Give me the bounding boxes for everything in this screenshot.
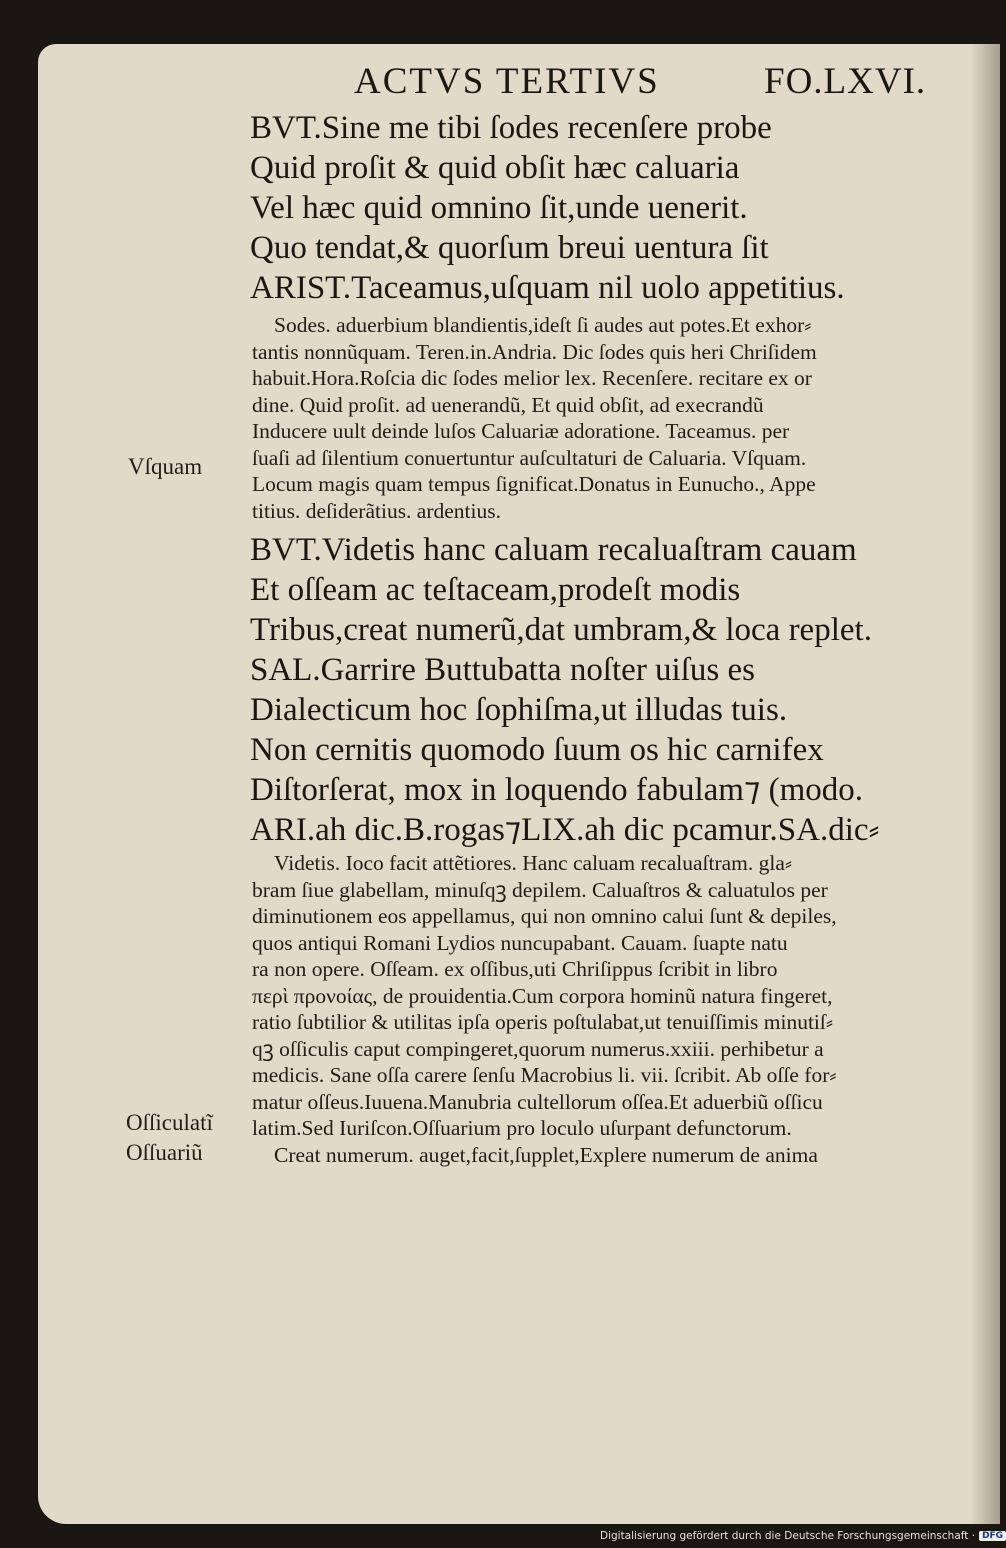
verse-line: Quid proſit & quid obſit hæc caluaria: [250, 150, 740, 186]
digitization-footer: [600, 1530, 1004, 1548]
verse-line: SAL.Garrire Buttubatta noſter uiſus es: [250, 652, 755, 688]
commentary-line: quos antiqui Romani Lydios nuncupabant. Cauam. ſuapte natu: [252, 930, 788, 955]
folio-number: FO.LXVI.: [764, 61, 927, 102]
margin-note-ossiculati: Oſſiculatĩ: [126, 1110, 213, 1135]
verse-line: ARIST.Taceamus,uſquam nil uolo appetitius.: [250, 270, 845, 306]
verse-line: Tribus,creat numerũ,dat umbram,& loca replet.: [250, 612, 872, 648]
commentary-line: ra non opere. Oſſeam. ex oſſibus,uti Chriſippus ſcribit in libro: [252, 957, 778, 981]
verse-line: Quo tendat,& quorſum breui uentura ſit: [250, 230, 769, 266]
footer-text: Digitalisierung gefördert durch die Deutsche Forschungsgemeinschaft ·: [600, 1530, 976, 1542]
running-head: ACTVS TERTIVS: [354, 61, 660, 102]
commentary-line: Creat numerum. auget,facit,ſupplet,Explere numerum de anima: [274, 1142, 818, 1167]
commentary-line: dine. Quid proſit. ad uenerandũ, Et quid obſit, ad execrandũ: [252, 392, 764, 417]
commentary-line: Inducere uult deinde luſos Caluariæ adoratione. Taceamus. per: [252, 419, 790, 443]
verse-line: Vel hæc quid omnino ſit,unde uenerit.: [250, 190, 748, 226]
margin-note-usquam: Vſquam: [128, 454, 203, 479]
verse-block-2: [250, 530, 880, 850]
verse-line: Et oſſeam ac teſtaceam,prodeſt modis: [250, 572, 741, 608]
commentary-line: Videtis. Ioco facit attẽtiores. Hanc caluam recaluaſtram. gla⸗: [274, 851, 793, 875]
verse-line: Dialecticum hoc ſophiſma,ut illudas tuis.: [250, 692, 788, 728]
page-header: [38, 58, 1000, 108]
commentary-line: ſuaſi ad ſilentium conuertuntur auſcultaturi de Caluaria. Vſquam.: [252, 445, 807, 470]
commentary-line: matur oſſeus.Iuuena.Manubria cultellorum oſſea.Et aduerbiũ oſſicu: [252, 1089, 823, 1114]
verse-line: Non cernitis quomodo ſuum os hic carnifex: [250, 732, 824, 768]
commentary-line: ratio ſubtilior & utilitas ipſa operis poſtulabat,ut tenuiſſimis minutiſ⸗: [252, 1010, 834, 1034]
commentary-block-1: [252, 312, 817, 524]
commentary-line: tantis nonnũquam. Teren.in.Andria. Dic ſodes quis heri Chriſidem: [252, 339, 817, 364]
verse-line: BVT.Videtis hanc caluam recaluaſtram cauam: [250, 532, 857, 568]
commentary-line: latim.Sed Iuriſcon.Oſſuarium pro loculo uſurpant defunctorum.: [252, 1116, 792, 1140]
commentary-line: medicis. Sane oſſa carere ſenſu Macrobius li. vii. ſcribit. Ab oſſe for⸗: [252, 1063, 837, 1087]
margin-note-ossuariu: Oſſuariũ: [126, 1140, 203, 1165]
page-gutter-shadow: [970, 44, 1000, 1524]
commentary-line: titius. deſiderãtius. ardentius.: [252, 498, 501, 523]
verse-line: ARI.ah dic.B.rogas⁊LIX.ah dic pcamur.SA.dic⸗: [250, 812, 880, 848]
commentary-line: habuit.Hora.Roſcia dic ſodes melior lex. Recenſere. recitare ex or: [252, 366, 812, 390]
commentary-line: Locum magis quam tempus ſignificat.Donatus in Eunucho., Appe: [252, 472, 816, 496]
commentary-line: περὶ προνοίας, de prouidentia.Cum corpora hominũ natura fingeret,: [252, 983, 833, 1008]
verse-line: BVT.Sine me tibi ſodes recenſere probe: [250, 110, 772, 146]
commentary-line: bram ſiue glabellam, minuſqꝫ depilem. Caluaſtros & caluatulos per: [252, 877, 828, 902]
commentary-line: qꝫ oſſiculis caput compingeret,quorum numerus.xxiii. perhibetur a: [252, 1036, 824, 1061]
commentary-block-2: [252, 850, 837, 1168]
book-page: [38, 44, 1000, 1524]
commentary-line: diminutionem eos appellamus, qui non omnino calui ſunt & depiles,: [252, 904, 837, 928]
verse-block-1: [250, 108, 845, 308]
commentary-line: Sodes. aduerbium blandientis,ideſt ſi audes aut potes.Et exhor⸗: [274, 313, 812, 337]
verse-line: Diſtorſerat, mox in loquendo fabulam⁊ (modo.: [250, 772, 864, 808]
dfg-logo: DFG: [979, 1531, 1006, 1541]
